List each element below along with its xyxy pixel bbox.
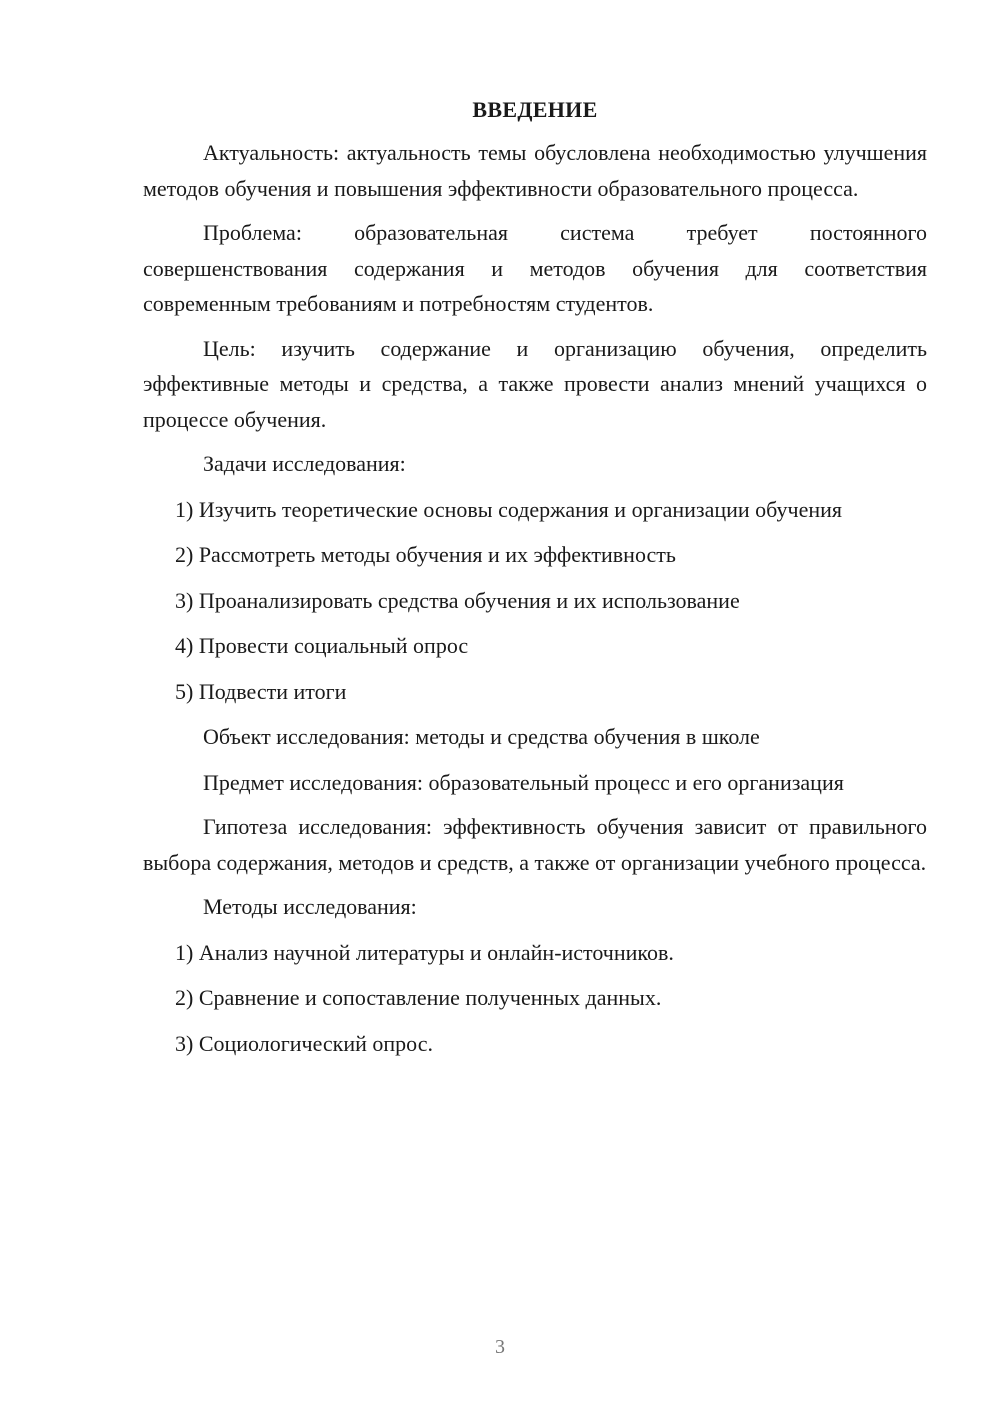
task-item: 5) Подвести итоги <box>175 678 347 704</box>
spacer <box>143 755 927 765</box>
method-item: 2) Сравнение и сопоставление полученных данных. <box>175 985 662 1010</box>
spacer <box>143 970 927 980</box>
spacer <box>143 573 927 583</box>
goal-paragraph: Цель: изучить содержание и организацию обучения, определить эффективные методы и средства, а также провести анализ мнений учащихся о процессе обучения. <box>143 335 927 432</box>
object-line: Объект исследования: методы и средства обучения в школе <box>203 724 760 749</box>
page-title: ВВЕДЕНИЕ <box>472 97 598 122</box>
spacer <box>143 664 927 674</box>
spacer <box>143 482 927 492</box>
hypothesis-paragraph: Гипотеза исследования: эффективность обучения зависит от правильного выбора содержания, методов и средств, а также от организации учебного процесса. <box>143 814 927 875</box>
task-item: 3) Проанализировать средства обучения и их использование <box>175 587 740 613</box>
spacer <box>143 925 927 935</box>
task-item: 4) Провести социальный опрос <box>175 633 469 658</box>
page-number: 3 <box>495 1336 505 1358</box>
task-item: 1) Изучить теоретические основы содержания и организации обучения <box>175 496 843 522</box>
spacer <box>143 1016 927 1026</box>
method-item: 1) Анализ научной литературы и онлайн-источников. <box>175 939 674 965</box>
relevance-paragraph: Актуальность: актуальность темы обусловлена необходимостью улучшения методов обучения и повышения эффективности образовательного процесса. <box>143 140 927 201</box>
page-content <box>143 94 927 1061</box>
spacer <box>143 709 927 719</box>
method-item: 3) Социологический опрос. <box>175 1030 433 1056</box>
subject-paragraph: Предмет исследования: образовательный процесс и его организация <box>203 769 844 795</box>
problem-paragraph: Проблема: образовательная система требует постоянного совершенствования содержания и методов обучения для соответствия современным требованиям и потребностям студентов. <box>143 220 927 316</box>
methods-heading: Методы исследования: <box>203 894 417 919</box>
spacer <box>143 618 927 628</box>
task-item: 2) Рассмотреть методы обучения и их эффективность <box>175 542 676 567</box>
tasks-heading: Задачи исследования: <box>203 451 406 476</box>
spacer <box>143 527 927 537</box>
